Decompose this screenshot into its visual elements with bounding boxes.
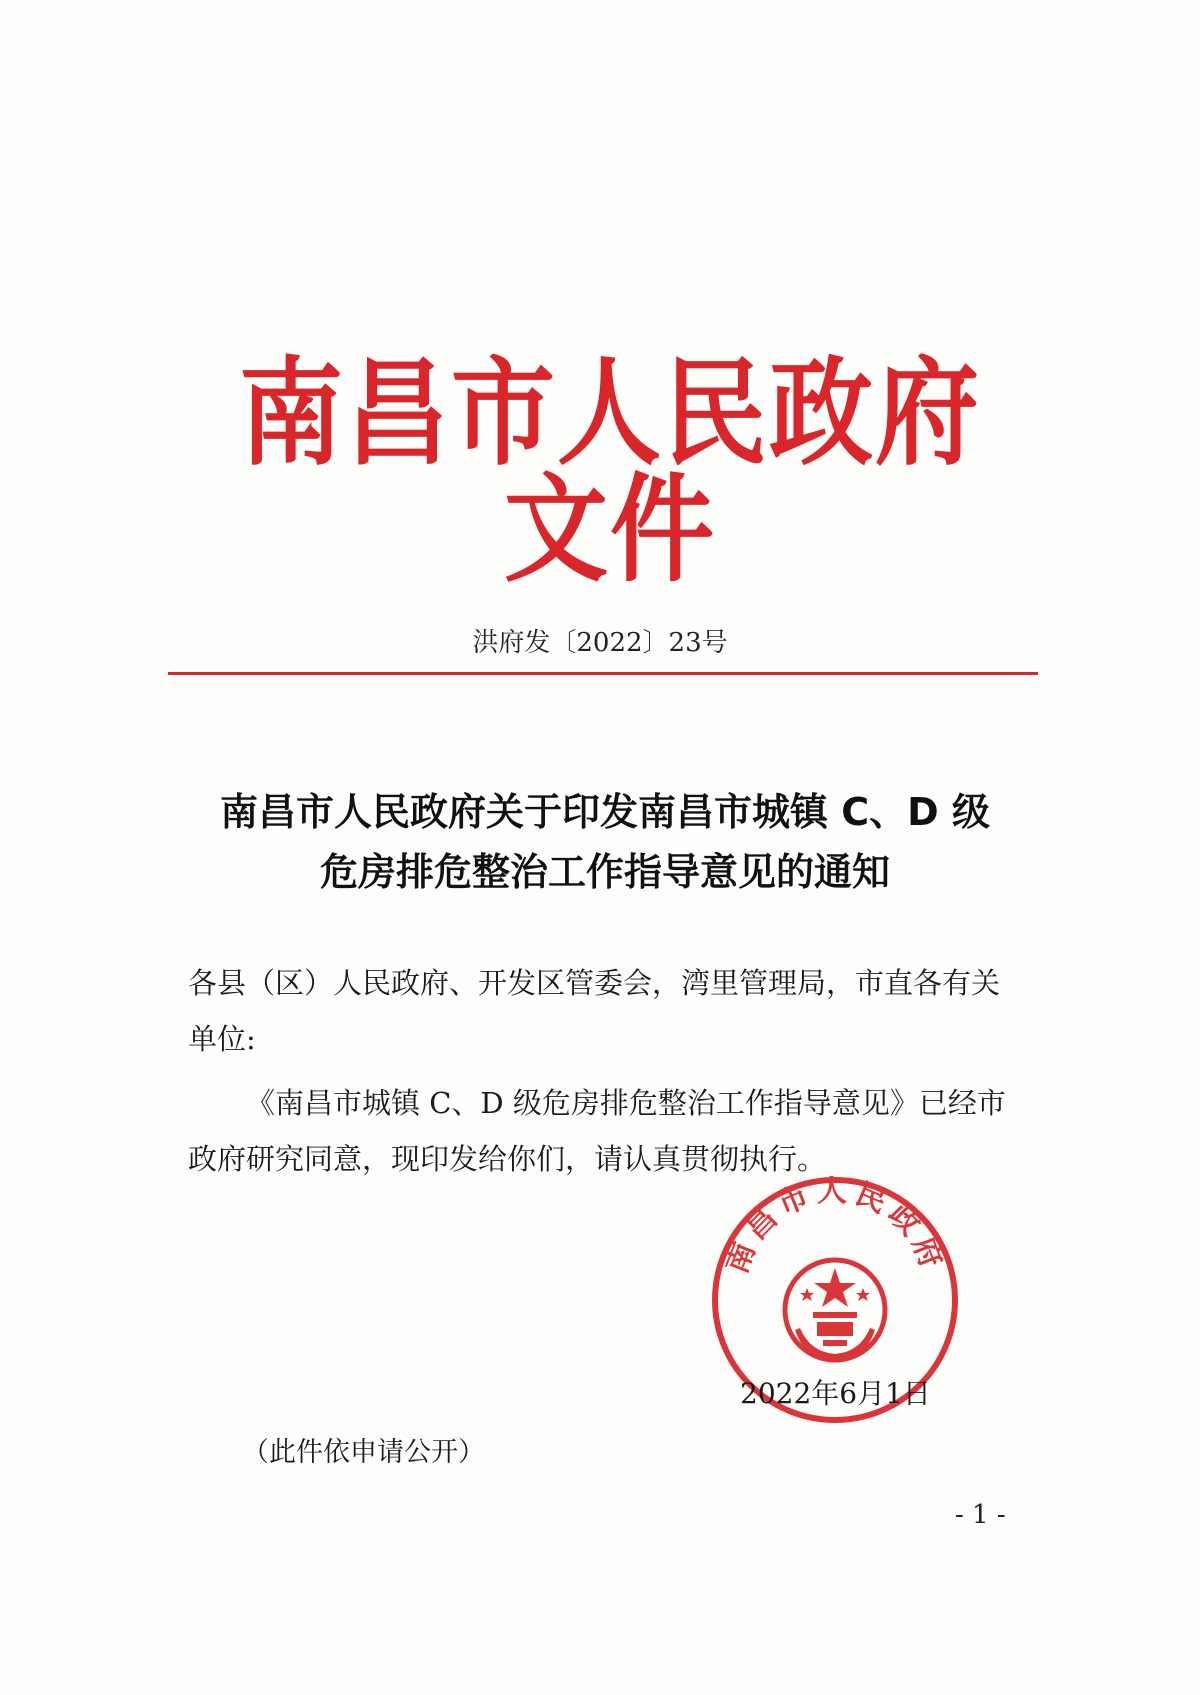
national-emblem-icon (785, 1260, 885, 1362)
title-line-2: 危房排危整治工作指导意见的通知 (319, 850, 890, 894)
salutation-line-1: 各县（区）人民政府、开发区管委会，湾里管理局，市直各有关 (188, 966, 1001, 1000)
salutation (188, 955, 1033, 1067)
body-line-1: 《南昌市城镇 C、D 级危房排危整治工作指导意见》已经市 (246, 1086, 1006, 1120)
svg-text:南昌市人民政府: 南昌市人民政府 (719, 1174, 951, 1279)
issue-date: 2022年6月1日 (740, 1377, 931, 1410)
salutation-line-2: 单位: (188, 1022, 256, 1056)
document-title (170, 782, 1040, 902)
page-number: - 1 - (955, 1500, 1006, 1530)
red-divider-line (168, 672, 1038, 675)
body-line-2: 政府研究同意，现印发给你们，请认真贯彻执行。 (188, 1142, 827, 1176)
masthead-title: 南昌市人民政府文件 (238, 344, 981, 599)
disclosure-note: （此件依申请公开） (242, 1437, 485, 1468)
title-line-1: 南昌市人民政府关于印发南昌市城镇 C、D 级 (220, 790, 990, 834)
document-number: 洪府发〔2022〕23号 (472, 628, 728, 658)
